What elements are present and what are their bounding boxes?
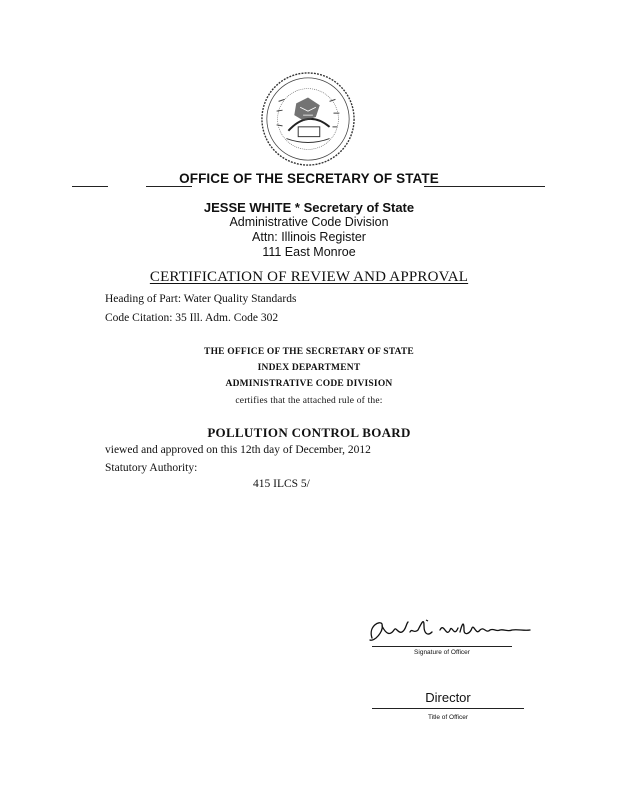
office-rule-right — [424, 186, 545, 187]
title-rule — [372, 708, 524, 709]
state-seal-icon — [259, 70, 357, 168]
code-citation: Code Citation: 35 Ill. Adm. Code 302 — [105, 312, 279, 324]
approval-date-line: viewed and approved on this 12th day of December, 2012 — [105, 444, 371, 456]
cert-certifies-line: certifies that the attached rule of the: — [235, 396, 383, 406]
statutory-authority-label: Statutory Authority: — [105, 462, 198, 474]
office-title: OFFICE OF THE SECRETARY OF STATE — [179, 171, 439, 186]
agency-name: POLLUTION CONTROL BOARD — [207, 425, 411, 440]
cert-office-line: THE OFFICE OF THE SECRETARY OF STATE — [204, 347, 414, 357]
handwritten-signature — [366, 612, 536, 648]
officer-title: Director — [425, 690, 471, 705]
division-line: Administrative Code Division — [229, 215, 389, 229]
certification-title: CERTIFICATION OF REVIEW AND APPROVAL — [149, 269, 469, 285]
signature-rule — [372, 646, 512, 647]
signature-caption: Signature of Officer — [414, 649, 470, 656]
office-rule-left — [146, 186, 192, 187]
statute-citation: 415 ILCS 5/ — [253, 478, 310, 490]
cert-index-line: INDEX DEPARTMENT — [257, 363, 361, 373]
secretary-name: JESSE WHITE * Secretary of State — [203, 200, 415, 215]
office-rule-left-short — [72, 186, 108, 187]
attn-line: Attn: Illinois Register — [252, 230, 366, 244]
title-caption: Title of Officer — [427, 714, 469, 721]
cert-division-line: ADMINISTRATIVE CODE DIVISION — [225, 379, 393, 389]
heading-of-part: Heading of Part: Water Quality Standards — [105, 293, 297, 305]
street-line: 111 East Monroe — [262, 245, 356, 259]
